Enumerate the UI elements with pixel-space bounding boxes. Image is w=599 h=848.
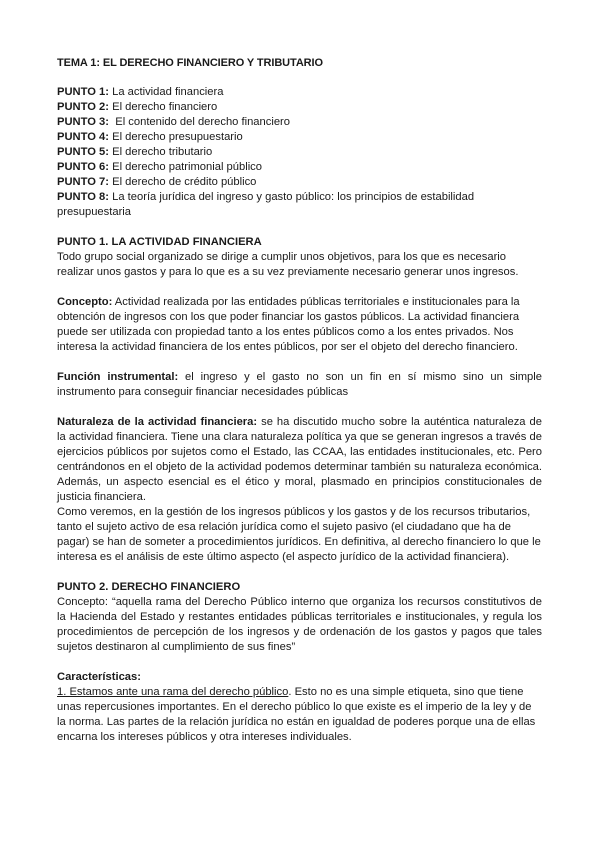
toc-label: PUNTO 6: <box>57 161 110 173</box>
toc-label: PUNTO 5: <box>57 146 110 158</box>
toc-item-1 <box>57 85 542 100</box>
naturaleza-paragraph <box>57 415 542 505</box>
document-title: TEMA 1: EL DERECHO FINANCIERO Y TRIBUTARIO <box>57 57 323 69</box>
toc-text: La actividad financiera <box>109 86 224 98</box>
naturaleza-label: Naturaleza de la actividad financiera: <box>57 416 258 428</box>
funcion-instrumental-paragraph <box>57 370 542 400</box>
toc-item-5 <box>57 145 542 160</box>
punto-1-intro: Todo grupo social organizado se dirige a cumplir unos objetivos, para los que es necesario realizar unos gastos y para lo que es a su vez previamente necesario generar unos ingresos. <box>57 251 519 278</box>
toc-text: El derecho patrimonial público <box>109 161 262 173</box>
toc-item-4 <box>57 130 542 145</box>
toc-text: La teoría jurídica del ingreso y gasto público: los principios de estabilidad presupuestaria <box>57 191 475 218</box>
derecho-financiero-concepto: Concepto: “aquella rama del Derecho Público interno que organiza los recursos constitutivos de la Hacienda del Estado y restantes entidades públicas territoriales e institucionales, y regula los procedimientos de percepción de los ingresos y de ordenación de los gastos y pagos que tales sujetos destinaron al cumplimiento de sus fines” <box>57 596 542 653</box>
toc-text: El derecho de crédito público <box>109 176 257 188</box>
document-page <box>57 56 542 745</box>
naturaleza-continuation: Como veremos, en la gestión de los ingresos públicos y los gastos y de los recursos tributarios, tanto el sujeto activo de esa relación jurídica como el sujeto pasivo (el ciudadano que ha de pagar) se han de someter a procedimientos jurídicos. En definitiva, al derecho financiero lo que le interesa es el análisis de este último aspecto (el aspecto jurídico de la actividad financiera). <box>57 506 541 563</box>
concepto-text: Actividad realizada por las entidades públicas territoriales e institucionales para la obtención de ingresos con los que poder financiar los gastos públicos. La actividad financiera puede ser utilizada con propiedad tanto a los entes públicos como a los entes privados. Nos interesa la actividad financiera de los entes públicos, por ser el objeto del derecho financiero. <box>57 296 520 353</box>
toc-text: El contenido del derecho financiero <box>109 116 290 128</box>
section-heading-punto-2: PUNTO 2. DERECHO FINANCIERO <box>57 581 241 593</box>
funcion-instrumental-text: el ingreso y el gasto no son un fin en sí mismo sino un simple instrumento para conseguir financiar necesidades públicas <box>57 371 542 398</box>
caracteristica-item-1 <box>57 685 542 745</box>
concepto-label: Concepto: <box>57 296 113 308</box>
toc-item-6 <box>57 160 542 175</box>
naturaleza-text: se ha discutido mucho sobre la auténtica naturaleza de la actividad financiera. Tiene una clara naturaleza política ya que se generan ingresos a través de ejercicios públicos por sujetos como el Estado, las CCAA, las entidades institucionales, etc. Pero centrándonos en el objeto de la actividad podemos determinar también su naturaleza económica. Además, un aspecto esencial es el ético y moral, plasmado en principios constitucionales de justicia financiera. <box>57 416 542 503</box>
toc-label: PUNTO 3: <box>57 116 110 128</box>
caracteristica-1-title: 1. Estamos ante una rama del derecho público <box>57 686 289 698</box>
toc-item-7 <box>57 175 542 190</box>
toc-label: PUNTO 7: <box>57 176 110 188</box>
section-heading-punto-1: PUNTO 1. LA ACTIVIDAD FINANCIERA <box>57 236 262 248</box>
funcion-instrumental-label: Función instrumental: <box>57 371 179 383</box>
concepto-paragraph <box>57 295 542 355</box>
toc-text: El derecho presupuestario <box>109 131 243 143</box>
toc-item-2 <box>57 100 542 115</box>
toc-label: PUNTO 1: <box>57 86 110 98</box>
caracteristicas-heading: Características: <box>57 671 141 683</box>
caracteristica-1-text: . Esto no es una simple etiqueta, sino que tiene unas repercusiones importantes. En el derecho público lo que existe es el imperio de la ley y de la norma. Las partes de la relación jurídica no están en igualdad de poderes porque una de ellas encarna los intereses públicos y otra intereses individuales. <box>57 686 536 743</box>
toc-label: PUNTO 2: <box>57 101 110 113</box>
toc-text: El derecho tributario <box>109 146 213 158</box>
toc-item-8 <box>57 190 542 220</box>
toc-item-3 <box>57 115 542 130</box>
toc-label: PUNTO 4: <box>57 131 110 143</box>
toc-label: PUNTO 8: <box>57 191 110 203</box>
table-of-contents <box>57 85 542 220</box>
toc-text: El derecho financiero <box>109 101 218 113</box>
naturaleza-block <box>57 415 542 565</box>
